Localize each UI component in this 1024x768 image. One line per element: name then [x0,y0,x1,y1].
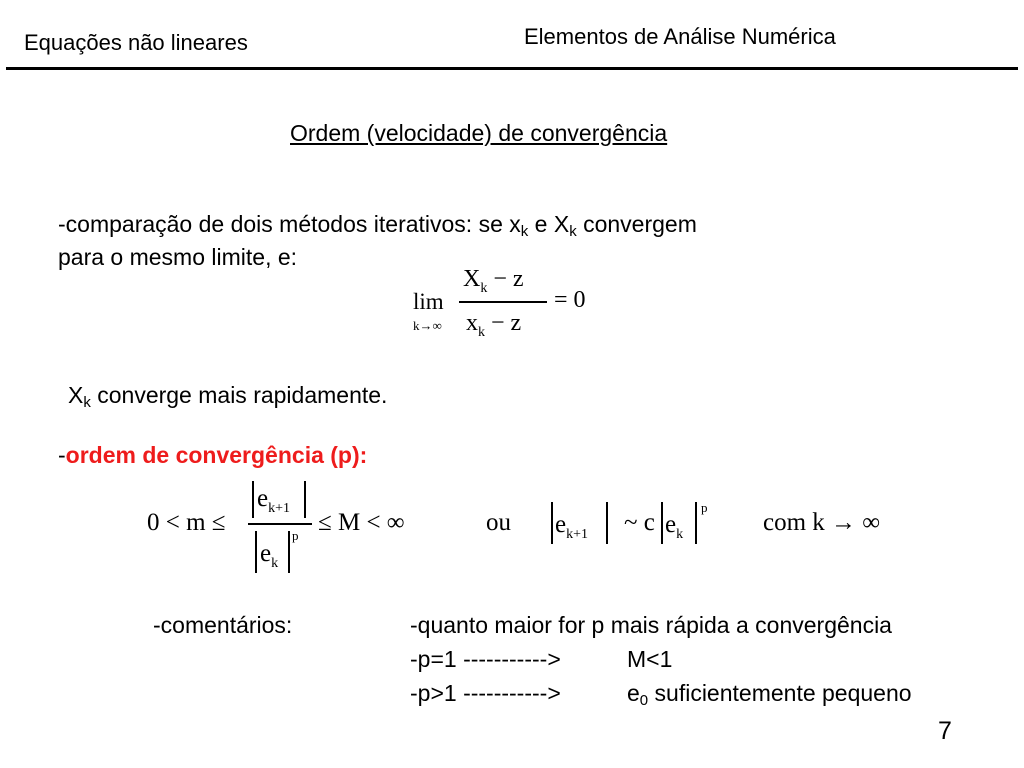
denominator-power: p [292,528,299,543]
abs-bar [606,502,608,544]
conclusion-text: converge mais rapidamente. [90,382,388,408]
denominator-e [260,540,278,572]
comparison-line-1 [58,211,697,240]
abs-bar [661,502,663,544]
abs-bar [695,502,697,544]
comment-line-1: -quanto maior for p mais rápida a convergência [410,612,892,638]
header-divider [6,67,1018,70]
limit-equals-zero: = 0 [554,287,586,313]
e-sub: k+1 [566,527,589,542]
order-heading [58,442,367,469]
abs-bar [551,502,553,544]
order-dash: - [58,442,66,468]
inequality-left: 0 < m ≤ [147,509,226,536]
ou-word: ou [486,509,511,536]
com-k-to-infinity: com k → ∞ [763,509,881,536]
e-symbol: e [627,680,640,706]
course-title: Elementos de Análise Numérica [524,24,836,49]
e-symbol: e [665,511,677,538]
comparison-prefix: -comparação de dois métodos iterativos: se x [58,211,521,237]
abs-bar [252,481,254,518]
e-sub: k+1 [268,501,291,516]
inequality-right: ≤ M < ∞ [318,509,405,536]
abs-bar [255,531,257,573]
e-sub: k [271,556,279,571]
denominator-var: x [466,310,478,336]
comment-line-3-rest: suficientemente pequeno [648,680,912,706]
lim-operator: lim [413,289,444,314]
slide-title: Ordem (velocidade) de convergência [290,120,668,146]
comparison-mid: e X [528,211,570,237]
limit-denominator [466,310,521,341]
comments-label: -comentários: [153,612,293,638]
error-k [665,511,683,543]
numerator-sub: k [480,280,488,296]
subscript-k: k [520,223,529,240]
numerator-var: X [463,266,481,292]
denominator-sub: k [478,324,485,340]
abs-bar [288,531,290,573]
order-fraction-line [248,523,312,525]
e-sub: 0 [639,692,649,709]
abs-bar [304,481,306,518]
order-label: ordem de convergência (p): [65,442,368,468]
denominator-rest: − z [491,310,522,336]
error-k1 [555,511,588,543]
numerator-rest: − z [493,266,524,292]
comment-line-3b [627,680,912,709]
limit-fraction-line [459,301,547,303]
limit-numerator [463,266,524,297]
comparison-suffix: convergem [576,211,697,237]
e-symbol: e [260,540,272,567]
comparison-line-2: para o mesmo limite, e: [58,244,298,270]
conclusion-var: X [68,382,84,408]
comment-line-2a: -p=1 -----------> [410,646,561,672]
subscript-k: k [569,223,577,240]
e-symbol: e [257,485,269,512]
e-symbol: e [555,511,567,538]
e-sub: k [676,527,684,542]
numerator-e [257,485,290,517]
error-power: p [701,500,708,515]
comment-line-2b: M<1 [627,646,673,672]
lim-subscript: k→∞ [413,318,442,333]
slide-topic: Equações não lineares [24,30,248,55]
conclusion-sub: k [83,394,91,411]
tilde-c: ~ c [624,509,655,536]
comment-line-3a: -p>1 -----------> [410,680,561,706]
conclusion-line [68,382,387,411]
page-number: 7 [938,717,952,745]
